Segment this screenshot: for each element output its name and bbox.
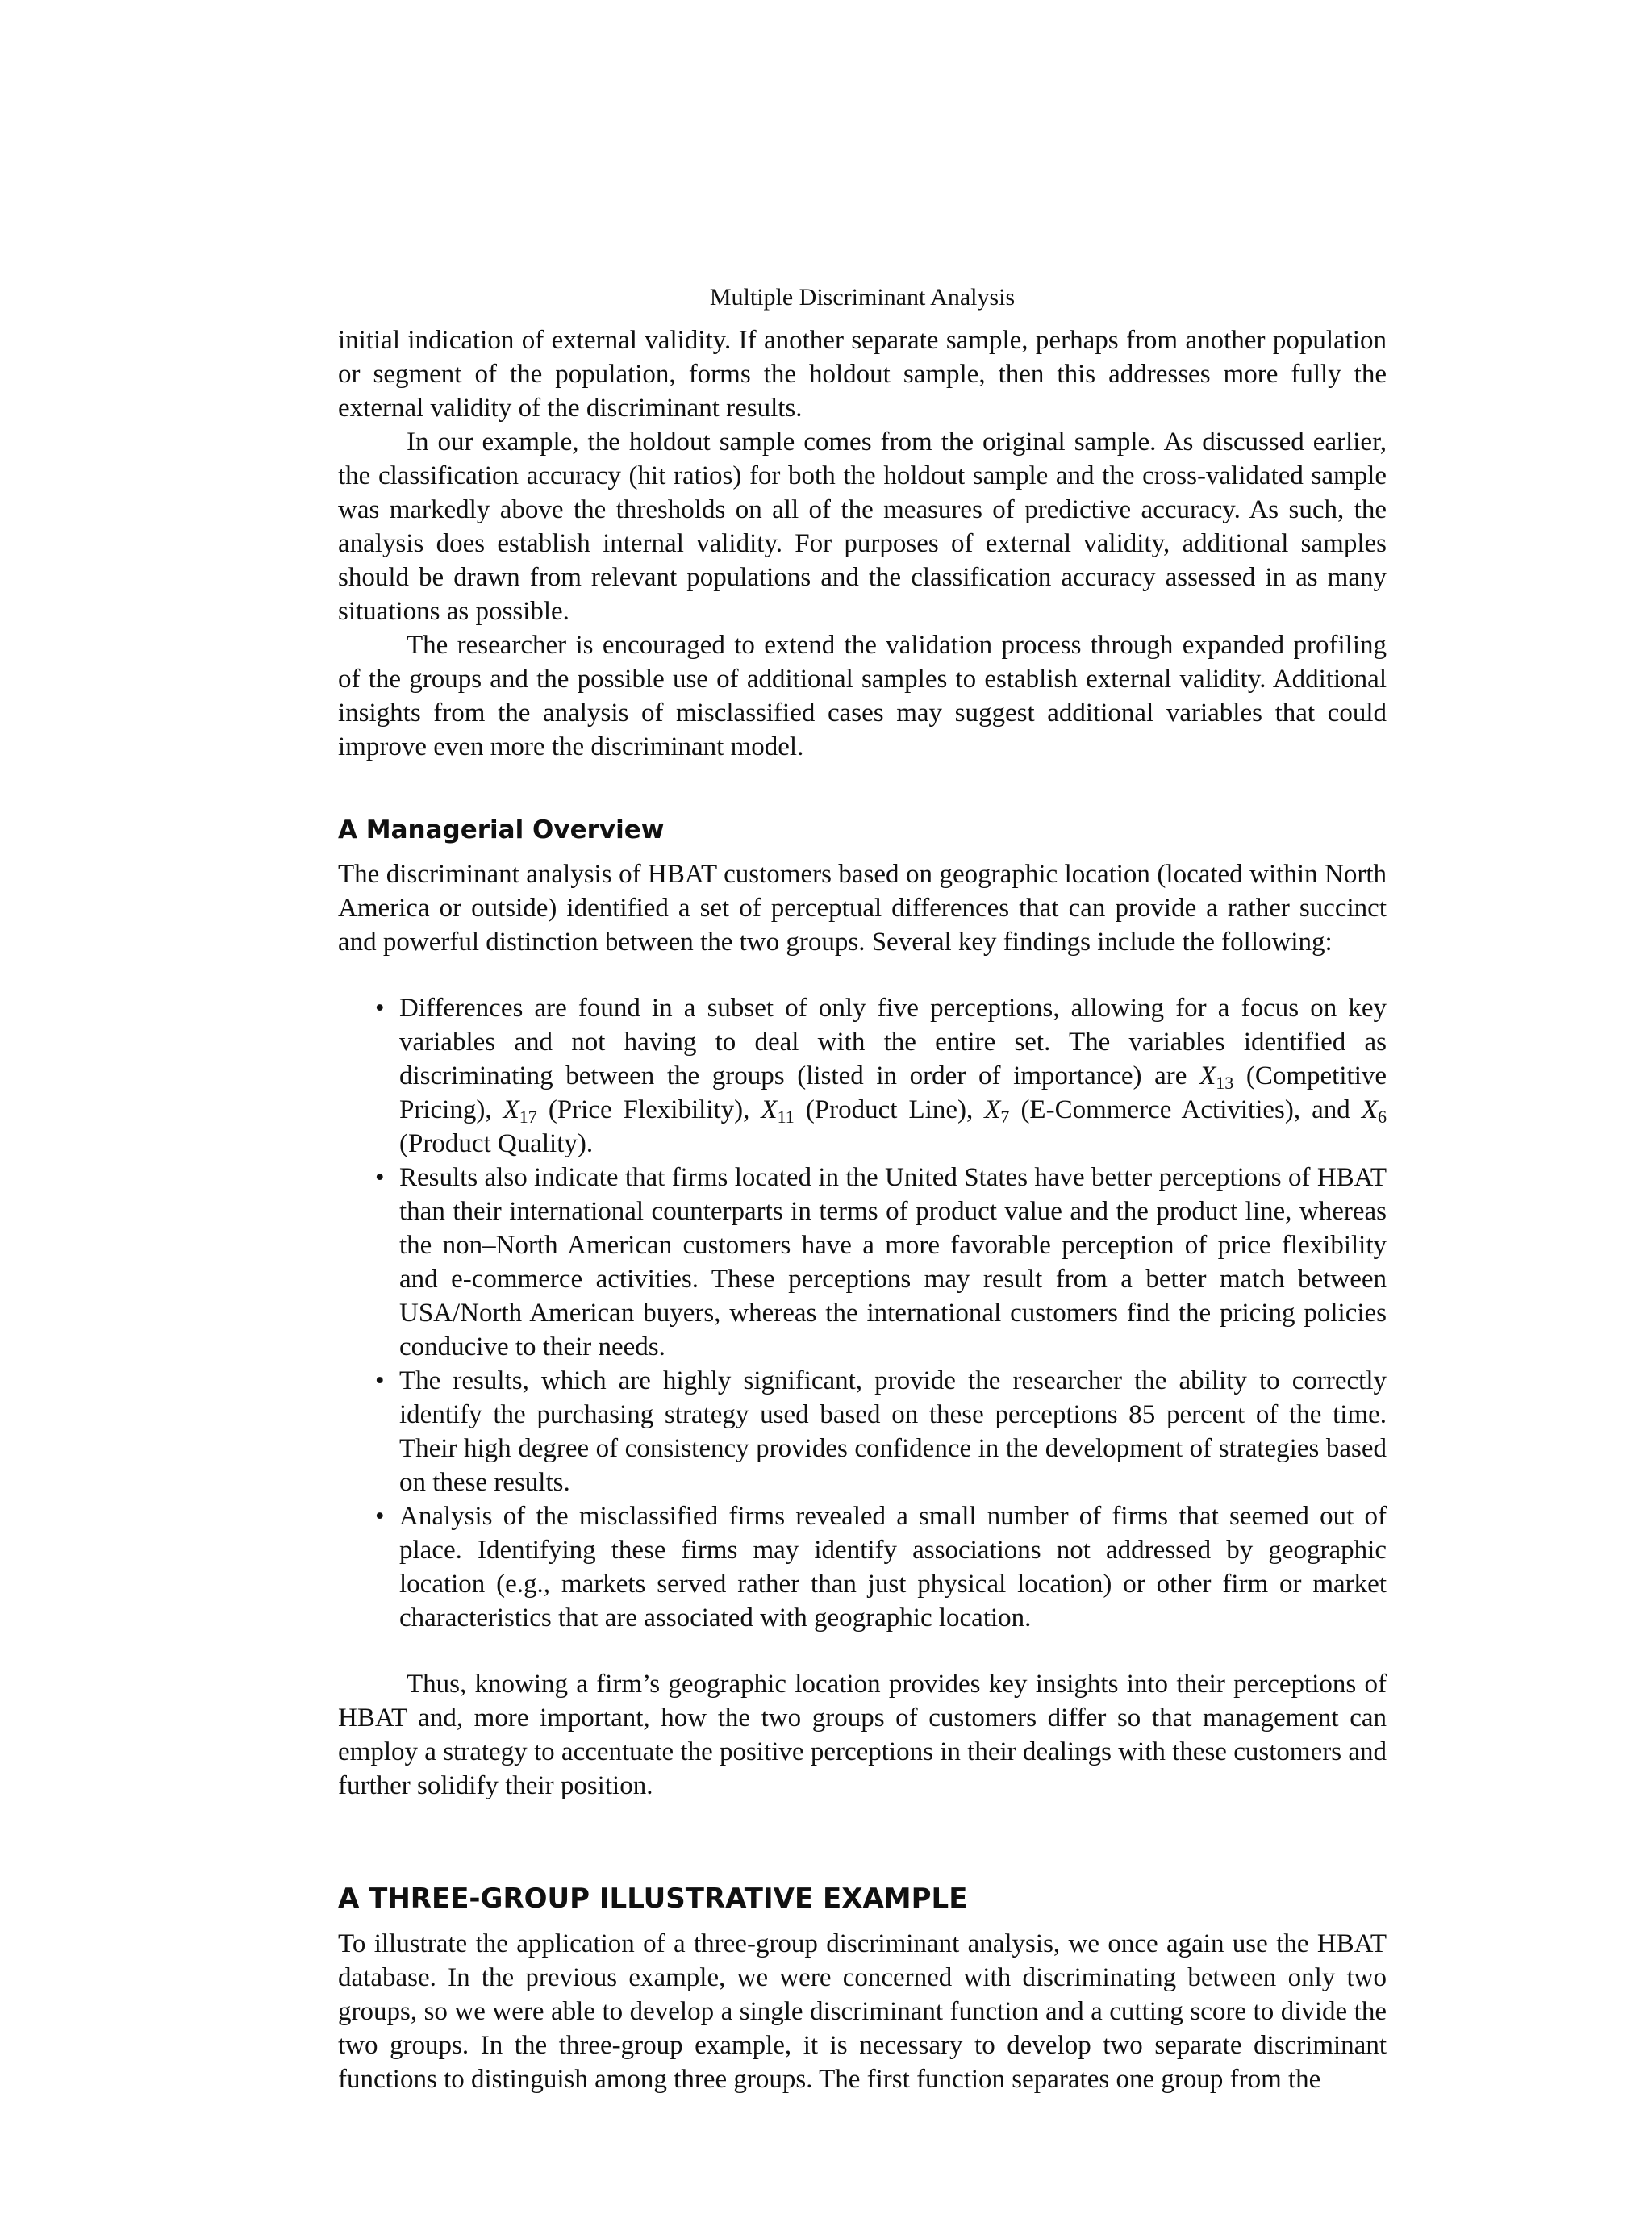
- paragraph-three-group-intro: To illustrate the application of a three-group discriminant analysis, we once again use the HBAT database. In the previous example, we were concerned with discriminating between only two groups, so we were able to develop a single discriminant function and a cutting score to divide the two groups. In the three-group example, it is necessary to develop two separate discriminant functions to distinguish among three groups. The first function separates one group from the: [338, 1929, 1387, 2094]
- variable-x17: $X_{17}$: [503, 1095, 537, 1127]
- bullet-icon: •: [375, 1163, 385, 1192]
- list-item: • Analysis of the misclassified firms revealed a small number of firms that seemed out of place. Identifying these firms may identify associations not addressed by geographic location (e.g., markets served rather than just physical location) or other firm or market characteristics that are associated with geographic location.: [399, 1499, 1387, 1635]
- variable-x11: $X_{11}$: [761, 1095, 795, 1127]
- page-content: [338, 278, 1387, 2096]
- list-item: • The results, which are highly significant, provide the researcher the ability to correctly identify the purchasing strategy used based on these perceptions 85 percent of the time. Their high degree of consistency provides confidence in the development of strategies based on these results.: [399, 1364, 1387, 1499]
- list-item: • Differences are found in a subset of only five perceptions, allowing for a focus on key variables and not having to deal with the entire set. The variables identified as discriminating between the groups (listed in order of importance) are $X_{13}$ (Competitive Pricing), $X_{17}$ (Price Flexibility), $X_{11}$ (Product Line), $X_7$ (E-Commerce Activities), and $X_6$ (Product Quality).: [399, 991, 1387, 1161]
- section-heading-three-group-example: A THREE-GROUP ILLUSTRATIVE EXAMPLE: [338, 1883, 968, 1915]
- paragraph-managerial-intro: The discriminant analysis of HBAT customers based on geographic location (located within North America or outside) identified a set of perceptual differences that can provide a rather succinct and powerful distinction between the two groups. Several key findings include the following:: [338, 860, 1387, 957]
- variable-x7: $X_7$: [984, 1095, 1010, 1127]
- list-item: • Results also indicate that firms located in the United States have better perceptions of HBAT than their international counterparts in terms of product value and the product line, whereas the non–North American customers have a more favorable perception of price flexibility and e-commerce activities. These perceptions may result from a better match between USA/North American buyers, whereas the international customers find the pricing policies conducive to their needs.: [399, 1161, 1387, 1364]
- paragraph-validation-process: The researcher is encouraged to extend the validation process through expanded profiling of the groups and the possible use of additional samples to establish external validity. Additional insights from the analysis of misclassified cases may suggest additional variables that could improve even more the discriminant model.: [338, 631, 1387, 761]
- bullet-icon: •: [375, 1502, 385, 1531]
- bullet-icon: •: [375, 1366, 385, 1395]
- section-heading-managerial-overview: A Managerial Overview: [338, 815, 665, 844]
- bullet-icon: •: [375, 994, 385, 1023]
- paragraph-external-validity: initial indication of external validity. If another separate sample, perhaps from another population or segment of the population, forms the holdout sample, then this addresses more fully the external validity of the discriminant results.: [338, 326, 1387, 423]
- variable-x6: $X_6$: [1361, 1095, 1387, 1127]
- key-findings-list: [338, 991, 1387, 1635]
- variable-x13: $X_{13}$: [1199, 1061, 1234, 1093]
- paragraph-holdout-example: In our example, the holdout sample comes from the original sample. As discussed earlier, the classification accuracy (hit ratios) for both the holdout sample and the cross-validated sample was markedly above the thresholds on all of the measures of predictive accuracy. As such, the analysis does establish internal validity. For purposes of external validity, additional samples should be drawn from relevant populations and the classification accuracy assessed in as many situations as possible.: [338, 427, 1387, 626]
- running-header: Multiple Discriminant Analysis: [709, 284, 1016, 311]
- paragraph-managerial-closing: Thus, knowing a firm’s geographic location provides key insights into their perceptions of HBAT and, more important, how the two groups of customers differ so that management can employ a strategy to accentuate the positive perceptions in their dealings with these customers and further solidify their position.: [338, 1670, 1387, 1800]
